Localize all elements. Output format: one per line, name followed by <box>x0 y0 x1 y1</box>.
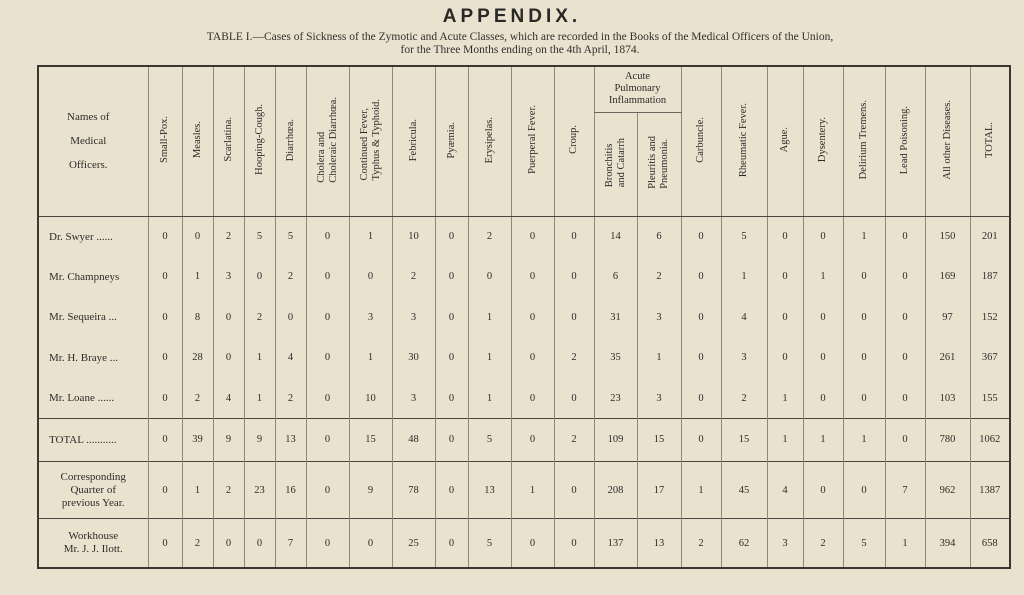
table-cell: 150 <box>925 216 970 257</box>
table-cell: 0 <box>148 338 182 379</box>
table-row <box>38 338 1010 379</box>
col-header-label: Measles. <box>191 121 203 159</box>
table-cell: 0 <box>349 257 392 298</box>
table-cell: 23 <box>594 378 637 419</box>
col-header-label: Puerperal Fever. <box>526 105 538 175</box>
col-header-label: Dysentery. <box>817 117 828 163</box>
table-cell: 1062 <box>970 419 1010 462</box>
table-cell: 0 <box>511 519 554 568</box>
table-cell: 137 <box>594 519 637 568</box>
table-cell: 0 <box>554 297 594 338</box>
table-cell: 0 <box>435 519 468 568</box>
acute-group-header: Acute Pulmonary Inflammation <box>594 66 681 112</box>
table-cell: 0 <box>681 338 721 379</box>
table-cell: 3 <box>213 257 244 298</box>
officer-name: Mr. Loane ...... <box>49 392 115 405</box>
table-cell: 0 <box>435 257 468 298</box>
table-cell: 4 <box>275 338 306 379</box>
table-cell: 0 <box>306 216 349 257</box>
col-header <box>435 66 468 216</box>
officer-name: Dr. Swyer ...... <box>49 230 113 243</box>
col-header-label: Hooping-Cough. <box>253 104 265 176</box>
table-cell: 14 <box>594 216 637 257</box>
table-cell: 0 <box>306 297 349 338</box>
table-cell: 0 <box>681 419 721 462</box>
table-cell: 962 <box>925 461 970 519</box>
col-header <box>148 66 182 216</box>
col-header <box>970 66 1010 216</box>
table-cell: 2 <box>275 257 306 298</box>
col-header-label: All other Diseases. <box>941 99 953 180</box>
table-cell: 0 <box>843 378 885 419</box>
officer-name: TOTAL ........... <box>38 419 148 462</box>
table-cell: 5 <box>843 519 885 568</box>
table-cell: 155 <box>970 378 1010 419</box>
table-cell: 2 <box>554 338 594 379</box>
officer-name: Mr. H. Braye ... <box>49 351 119 364</box>
table-cell: 17 <box>637 461 681 519</box>
table-row <box>38 257 1010 298</box>
officer-name: Corresponding Quarter of previous Year. <box>38 461 148 519</box>
col-header-label: Rheumatic Fever. <box>738 102 749 177</box>
table-cell: 0 <box>435 216 468 257</box>
table-cell: 0 <box>554 216 594 257</box>
table-cell: 0 <box>803 297 843 338</box>
table-body <box>38 216 1010 568</box>
table-cell: 5 <box>275 216 306 257</box>
table-cell: 3 <box>637 297 681 338</box>
table-cell: 367 <box>970 338 1010 379</box>
table-row <box>38 461 1010 519</box>
table-cell: 9 <box>244 419 275 462</box>
table-cell: 45 <box>721 461 767 519</box>
table-cell: 1 <box>637 338 681 379</box>
table-cell: 261 <box>925 338 970 379</box>
table-cell: 28 <box>182 338 213 379</box>
col-header <box>275 66 306 216</box>
table-cell: 0 <box>213 519 244 568</box>
table-cell: 0 <box>435 378 468 419</box>
table-cell: 0 <box>511 216 554 257</box>
table-row <box>38 216 1010 257</box>
table-cell: 16 <box>275 461 306 519</box>
table-cell: 5 <box>721 216 767 257</box>
table-cell: 8 <box>182 297 213 338</box>
table-cell: 13 <box>275 419 306 462</box>
table-cell: 6 <box>637 216 681 257</box>
table-cell: 0 <box>885 419 925 462</box>
table-cell: 0 <box>435 297 468 338</box>
table-cell: 1 <box>468 338 511 379</box>
table-cell: 3 <box>637 378 681 419</box>
table-cell: 0 <box>182 216 213 257</box>
table-cell: 0 <box>843 461 885 519</box>
table-cell: 2 <box>213 461 244 519</box>
col-header <box>511 66 554 216</box>
col-header-label: Lead Poisoning. <box>899 105 910 174</box>
table-cell: 0 <box>244 257 275 298</box>
table-cell: 0 <box>511 257 554 298</box>
col-header <box>468 66 511 216</box>
table-cell: 0 <box>803 378 843 419</box>
table-cell: 1 <box>767 419 803 462</box>
table-cell: 0 <box>306 257 349 298</box>
col-header-label: Bronchitis and Catarrh <box>603 137 627 188</box>
table-cell: 2 <box>213 216 244 257</box>
table-cell: 0 <box>148 216 182 257</box>
table-cell: 0 <box>843 297 885 338</box>
table-cell: 0 <box>148 461 182 519</box>
col-header-label: Cholera and Choleraic Diarrhœa. <box>315 96 339 183</box>
table-cell: 0 <box>767 297 803 338</box>
table-cell: 5 <box>468 519 511 568</box>
table-cell: 2 <box>244 297 275 338</box>
table-cell: 4 <box>213 378 244 419</box>
table-cell: 0 <box>803 338 843 379</box>
officer-name: Workhouse Mr. J. J. Ilott. <box>38 519 148 568</box>
table-cell: 201 <box>970 216 1010 257</box>
col-header <box>681 66 721 216</box>
table-cell: 78 <box>392 461 435 519</box>
table-cell: 2 <box>182 378 213 419</box>
caption-line-2: for the Three Months ending on the 4th April, 1874. <box>400 44 640 56</box>
table-cell: 3 <box>767 519 803 568</box>
col-header <box>803 66 843 216</box>
col-header <box>182 66 213 216</box>
table-cell: 2 <box>275 378 306 419</box>
col-header <box>594 112 637 216</box>
table-cell: 109 <box>594 419 637 462</box>
col-header-label: Erysipelas. <box>483 116 495 163</box>
table-cell: 23 <box>244 461 275 519</box>
table-cell: 0 <box>554 519 594 568</box>
table-cell: 0 <box>885 216 925 257</box>
table-cell: 1 <box>843 419 885 462</box>
table-cell: 0 <box>511 419 554 462</box>
col-header <box>721 66 767 216</box>
col-header-label: Febricula. <box>407 118 419 161</box>
table-cell: 780 <box>925 419 970 462</box>
table-cell: 0 <box>148 257 182 298</box>
table-cell: 2 <box>392 257 435 298</box>
table-cell: 10 <box>392 216 435 257</box>
table-cell: 1 <box>244 338 275 379</box>
table-row <box>38 297 1010 338</box>
col-header-label: Ague. <box>779 127 790 153</box>
table-cell: 2 <box>803 519 843 568</box>
col-header <box>306 66 349 216</box>
table-cell: 9 <box>349 461 392 519</box>
table-cell: 4 <box>767 461 803 519</box>
table-row <box>38 519 1010 568</box>
officer-name: Mr. Sequeira ... <box>49 311 117 324</box>
table-cell: 0 <box>435 419 468 462</box>
table-cell: 152 <box>970 297 1010 338</box>
col-header <box>843 66 885 216</box>
table-row <box>38 419 1010 462</box>
table-cell: 15 <box>637 419 681 462</box>
table-cell: 0 <box>803 461 843 519</box>
table-cell: 4 <box>721 297 767 338</box>
table-cell: 15 <box>721 419 767 462</box>
table-cell: 0 <box>511 338 554 379</box>
table-cell: 0 <box>511 297 554 338</box>
table-cell: 0 <box>306 419 349 462</box>
table-cell: 2 <box>468 216 511 257</box>
table-cell: 0 <box>767 257 803 298</box>
table-cell: 0 <box>843 257 885 298</box>
table-cell: 0 <box>681 378 721 419</box>
table-cell: 1 <box>511 461 554 519</box>
table-cell: 1387 <box>970 461 1010 519</box>
names-header: Names of Medical Officers. <box>67 111 110 172</box>
table-cell: 0 <box>435 338 468 379</box>
table-cell: 2 <box>721 378 767 419</box>
col-header-label: Carbuncle. <box>695 116 706 163</box>
table-cell: 10 <box>349 378 392 419</box>
table-cell: 0 <box>306 461 349 519</box>
col-header <box>637 112 681 216</box>
table-cell: 62 <box>721 519 767 568</box>
officer-name: Mr. Champneys <box>49 270 120 283</box>
table-cell: 0 <box>306 378 349 419</box>
col-header-label: TOTAL. <box>983 121 995 158</box>
table-cell: 1 <box>803 257 843 298</box>
table-cell: 2 <box>637 257 681 298</box>
col-header-label: Diarrhœa. <box>284 118 296 161</box>
table-cell: 2 <box>554 419 594 462</box>
table-cell: 0 <box>885 338 925 379</box>
table-cell: 0 <box>213 297 244 338</box>
table-cell: 0 <box>681 216 721 257</box>
table-cell: 658 <box>970 519 1010 568</box>
table-cell: 0 <box>511 378 554 419</box>
names-header-cell <box>38 66 148 216</box>
table-cell: 0 <box>148 419 182 462</box>
table-cell: 3 <box>349 297 392 338</box>
table-cell: 187 <box>970 257 1010 298</box>
col-header-label: Delirium Tremens. <box>858 100 869 180</box>
table-cell: 0 <box>554 257 594 298</box>
table-cell: 394 <box>925 519 970 568</box>
table-cell: 0 <box>148 519 182 568</box>
col-header <box>925 66 970 216</box>
table-cell: 0 <box>349 519 392 568</box>
table-cell: 1 <box>468 378 511 419</box>
table-cell: 2 <box>182 519 213 568</box>
table-cell: 97 <box>925 297 970 338</box>
table-cell: 1 <box>244 378 275 419</box>
table-cell: 25 <box>392 519 435 568</box>
table-cell: 1 <box>182 461 213 519</box>
table-cell: 0 <box>148 378 182 419</box>
table-cell: 1 <box>767 378 803 419</box>
table-cell: 103 <box>925 378 970 419</box>
col-header <box>767 66 803 216</box>
table-cell: 0 <box>767 216 803 257</box>
table-cell: 0 <box>681 257 721 298</box>
table-cell: 0 <box>554 378 594 419</box>
col-header <box>392 66 435 216</box>
table-cell: 9 <box>213 419 244 462</box>
col-header <box>213 66 244 216</box>
table-cell: 13 <box>637 519 681 568</box>
col-header-label: Pleuritis and Pneumonia. <box>647 136 670 189</box>
table-cell: 0 <box>885 257 925 298</box>
table-cell: 0 <box>554 461 594 519</box>
table-cell: 0 <box>767 338 803 379</box>
table-cell: 0 <box>306 338 349 379</box>
table-cell: 0 <box>885 378 925 419</box>
table-cell: 0 <box>306 519 349 568</box>
table-cell: 0 <box>213 338 244 379</box>
table-cell: 48 <box>392 419 435 462</box>
table-cell: 1 <box>885 519 925 568</box>
table-cell: 13 <box>468 461 511 519</box>
table-cell: 1 <box>349 216 392 257</box>
table-cell: 30 <box>392 338 435 379</box>
table-cell: 5 <box>244 216 275 257</box>
table-cell: 0 <box>275 297 306 338</box>
table-cell: 0 <box>468 257 511 298</box>
table-cell: 1 <box>349 338 392 379</box>
col-header-label: Scarlatina. <box>222 117 234 163</box>
table-cell: 1 <box>803 419 843 462</box>
table-cell: 1 <box>721 257 767 298</box>
table-cell: 39 <box>182 419 213 462</box>
table-cell: 2 <box>681 519 721 568</box>
col-header <box>885 66 925 216</box>
table-cell: 0 <box>843 338 885 379</box>
table-cell: 208 <box>594 461 637 519</box>
col-header-label: Pyæmia. <box>445 121 457 158</box>
table-cell: 5 <box>468 419 511 462</box>
table-cell: 3 <box>392 378 435 419</box>
appendix-heading: APPENDIX. <box>442 6 582 27</box>
table-cell: 35 <box>594 338 637 379</box>
table-cell: 0 <box>803 216 843 257</box>
table-cell: 1 <box>843 216 885 257</box>
table-cell: 3 <box>721 338 767 379</box>
table-cell: 0 <box>435 461 468 519</box>
table-cell: 0 <box>148 297 182 338</box>
table-cell: 1 <box>468 297 511 338</box>
caption-line-1: TABLE I.—Cases of Sickness of the Zymotic and Acute Classes, which are recorded in the Books of the Medical Officers of the Union, <box>206 31 834 43</box>
table-cell: 31 <box>594 297 637 338</box>
table-cell: 1 <box>182 257 213 298</box>
table-cell: 0 <box>885 297 925 338</box>
table-cell: 0 <box>244 519 275 568</box>
col-header-label: Continued Fever, Typhus & Typhoid. <box>358 99 382 181</box>
table-cell: 7 <box>885 461 925 519</box>
table-caption <box>60 31 980 57</box>
col-header <box>554 66 594 216</box>
table-cell: 6 <box>594 257 637 298</box>
col-header-label: Small-Pox. <box>159 116 170 164</box>
table-row <box>38 378 1010 419</box>
table-cell: 1 <box>681 461 721 519</box>
table-cell: 169 <box>925 257 970 298</box>
table-cell: 0 <box>681 297 721 338</box>
sickness-table <box>37 65 1011 569</box>
table-cell: 15 <box>349 419 392 462</box>
col-header <box>349 66 392 216</box>
table-cell: 3 <box>392 297 435 338</box>
table-cell: 7 <box>275 519 306 568</box>
col-header-label: Croup. <box>568 125 579 155</box>
col-header <box>244 66 275 216</box>
